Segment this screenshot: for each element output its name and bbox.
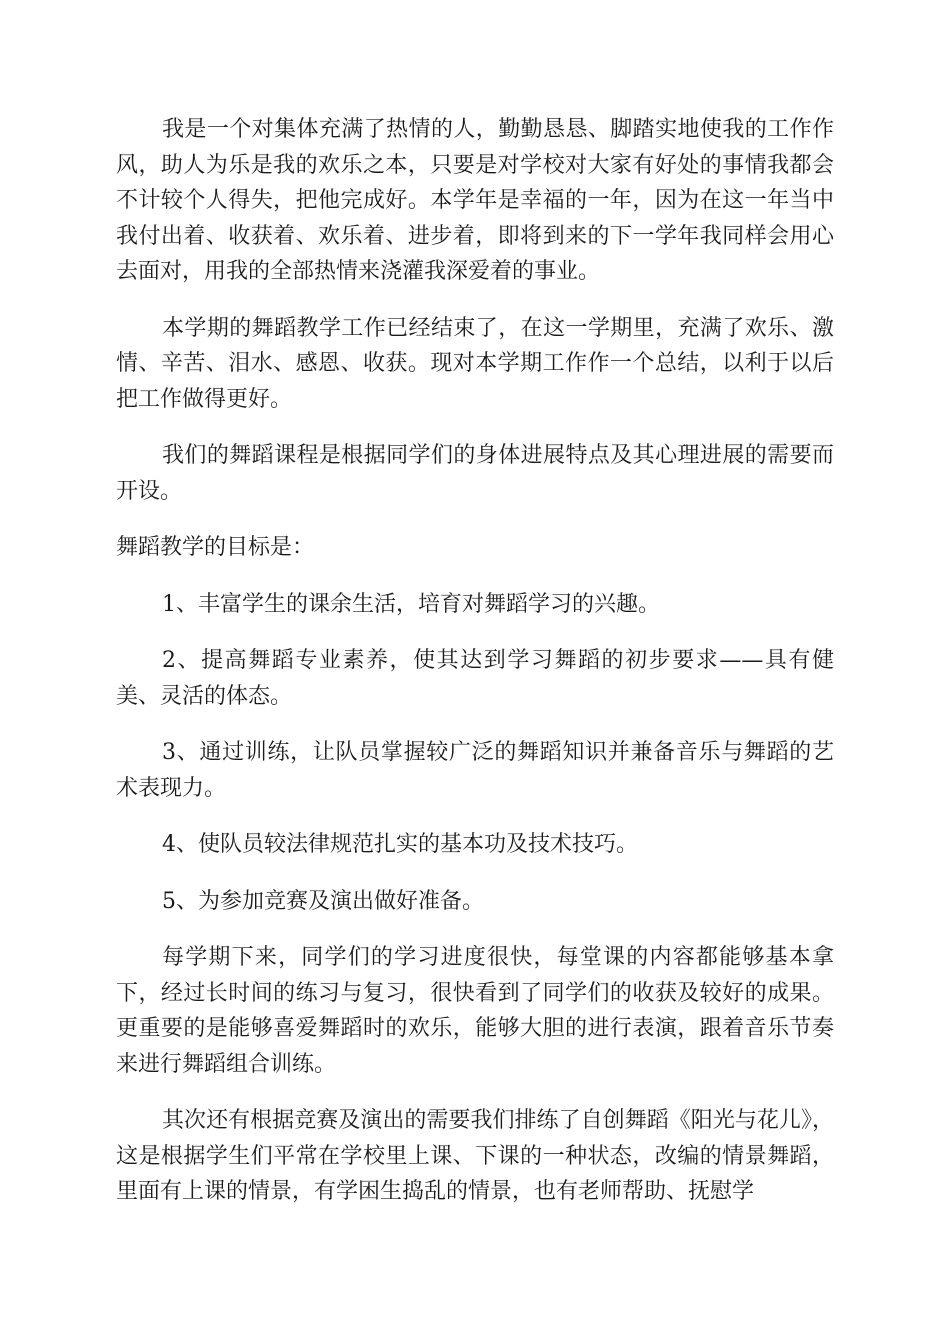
- paragraph-goals-heading: 舞蹈教学的目标是：: [116, 535, 315, 560]
- paragraph-work-attitude: 我是一个对集体充满了热情的人，勤勤恳恳、脚踏实地使我的工作作风，助人为乐是我的欢乐之本，只要是对学校对大家有好处的事情我都会不计较个人得失，把他完成好。本学年是幸福的一年，因为在这一年当中我付出着、收获着、欢乐着、进步着，即将到来的下一学年我同样会用心去面对，用我的全部热情来浇灌我深爱着的事业。: [116, 117, 834, 284]
- paragraph-performance: 其次还有根据竞赛及演出的需要我们排练了自创舞蹈《阳光与花儿》，这是根据学生们平常在学校里上课、下课的一种状态，改编的情景舞蹈，里面有上课的情景，有学困生捣乱的情景，也有老师帮助、抚慰学: [116, 1108, 834, 1204]
- paragraph-course-purpose: 我们的舞蹈课程是根据同学们的身体进展特点及其心理进展的需要而开设。: [116, 443, 834, 504]
- paragraph-progress: 每学期下来，同学们的学习进度很快，每堂课的内容都能够基本拿下，经过长时间的练习与复习，很快看到了同学们的收获及较好的成果。更重要的是能够喜爱舞蹈时的欢乐，能够大胆的进行表演，跟着音乐节奏来进行舞蹈组合训练。: [116, 945, 834, 1077]
- list-item-goal-5: 5、为参加竞赛及演出做好准备。: [162, 888, 484, 914]
- list-item-goal-3: 3、通过训练，让队员掌握较广泛的舞蹈知识并兼备音乐与舞蹈的艺术表现力。: [116, 740, 834, 801]
- list-item-goal-1: 1、丰富学生的课余生活，培育对舞蹈学习的兴趣。: [162, 591, 660, 617]
- list-item-goal-2: 2、提高舞蹈专业素养，使其达到学习舞蹈的初步要求——具有健美、灵活的体态。: [116, 648, 834, 709]
- list-item-goal-4: 4、使队员较法律规范扎实的基本功及技术技巧。: [162, 832, 638, 857]
- document-body: [116, 112, 834, 1231]
- paragraph-semester-summary: 本学期的舞蹈教学工作已经结束了，在这一学期里，充满了欢乐、激情、辛苦、泪水、感恩、收获。现对本学期工作作一个总结，以利于以后把工作做得更好。: [116, 315, 834, 412]
